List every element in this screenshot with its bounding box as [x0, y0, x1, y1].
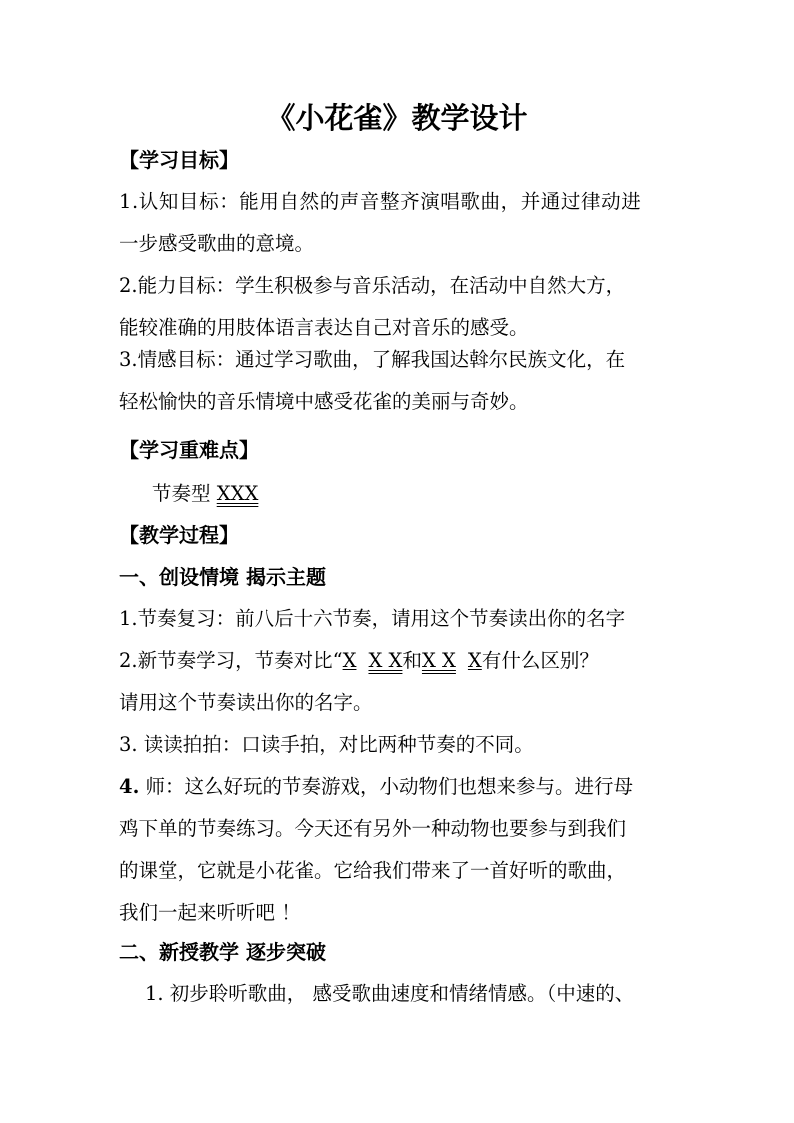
key-rhythm-label: 节奏型: [152, 482, 217, 505]
process-step-1: 1.节奏复习：前八后十六节奏，请用这个节奏读出你的名字: [119, 607, 626, 630]
rhythm-b-note-2: X: [467, 649, 482, 672]
step-2-suffix: 有什么区别？: [481, 649, 599, 672]
section-heading-goals: 【学习目标】: [119, 148, 239, 172]
document-title: 《小花雀》教学设计: [266, 101, 528, 135]
goal-2-line-1: 2.能力目标：学生积极参与音乐活动，在活动中自然大方，: [119, 274, 626, 297]
teaching-step-1: 1. 初步聆听歌曲， 感受歌曲速度和情绪情感。（中速的、: [145, 982, 635, 1005]
process-step-4-line-4: 我们一起来听听吧 ！: [119, 901, 301, 924]
step-2-connector: 和: [402, 649, 422, 672]
process-step-2-line-1: [119, 647, 599, 675]
step-2-prefix: 2.新节奏学习，节奏对比“: [119, 649, 343, 672]
goal-3-line-2: 轻松愉快的音乐情境中感受花雀的美丽与奇妙。: [119, 390, 529, 413]
goal-1-line-2: 一步感受歌曲的意境。: [119, 232, 315, 255]
key-rhythm-notation: XXX: [216, 482, 259, 505]
step-4-text: 师：这么好玩的节奏游戏，小动物们也想来参与。进行母: [139, 775, 634, 798]
process-step-3: 3. 读读拍拍：口读手拍，对比两种节奏的不同。: [119, 733, 534, 756]
goal-3-line-1: 3.情感目标：通过学习歌曲，了解我国达斡尔民族文化，在: [119, 348, 626, 371]
key-rhythm-line: [152, 480, 258, 508]
section-heading-key-points: 【学习重难点】: [119, 438, 259, 462]
goal-2-line-2: 能较准确的用肢体语言表达自己对音乐的感受。: [119, 316, 529, 339]
part-1-heading: 一、创设情境 揭示主题: [119, 565, 326, 589]
process-step-2-line-2: 请用这个节奏读出你的名字。: [119, 691, 373, 714]
section-heading-process: 【教学过程】: [119, 523, 239, 547]
step-4-number: 4.: [119, 775, 140, 798]
process-step-4-line-2: 鸡下单的节奏练习。今天还有另外一种动物也要参与到我们: [119, 817, 627, 840]
process-step-4-line-3: 的课堂，它就是小花雀。它给我们带来了一首好听的歌曲，: [119, 859, 627, 882]
process-step-4-line-1: [119, 773, 633, 801]
goal-1-line-1: 1.认知目标：能用自然的声音整齐演唱歌曲，并通过律动进: [119, 190, 642, 213]
rhythm-b-note-1: X X: [421, 649, 456, 672]
rhythm-a-note-2: X X: [368, 649, 403, 672]
rhythm-a-note-1: X: [342, 649, 357, 672]
part-2-heading: 二、新授教学 逐步突破: [119, 940, 326, 964]
